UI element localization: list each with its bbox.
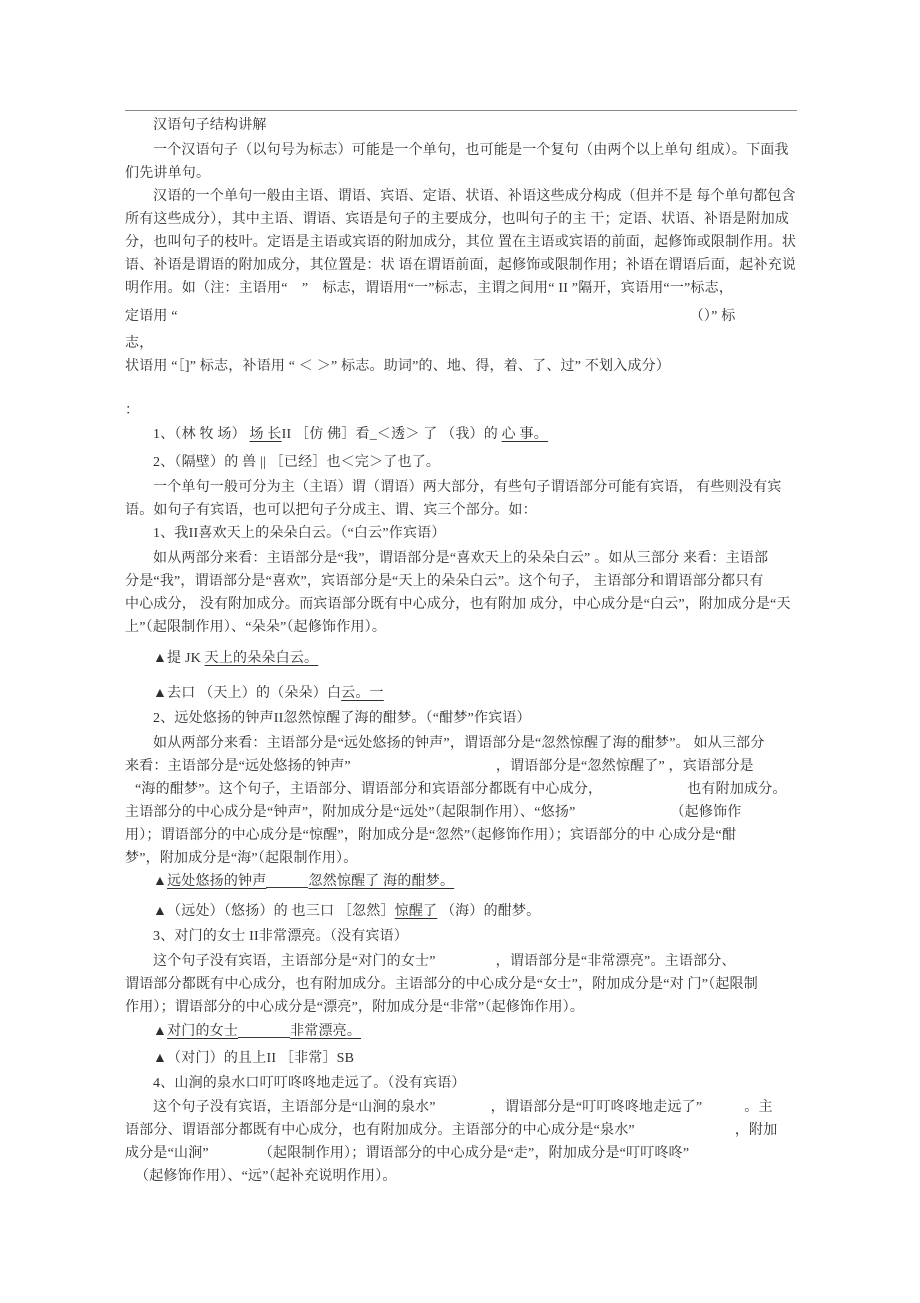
text-line: [125, 647, 797, 670]
text-line: [125, 847, 797, 870]
text-segment: 一个汉语句子（以句号为标志）可能是一个单句，也可能是一个复句（由两个以上单句 组成）。下面我: [153, 143, 789, 158]
text-line: [125, 870, 797, 893]
text-line: [125, 593, 797, 616]
underlined-segment: 对门的女士: [167, 1024, 239, 1039]
text-line: [125, 423, 797, 446]
underlined-segment: 场 长: [249, 427, 282, 442]
text-segment: （起限制作用）；谓语部分的中心成分是“走”，附加成分是“叮叮咚咚”: [258, 1146, 690, 1161]
document-title: [125, 114, 797, 137]
text-segment: 来看：主语部分是“远处悠扬的钟声”: [125, 759, 351, 774]
text-line: [125, 1020, 797, 1043]
text-segment: （起修饰作用）、“远”（起补充说明作用）。: [135, 1169, 397, 1184]
text-segment: 状语用 “［]” 标志，补语用 “ ＜ ＞” 标志。助词”的、地、得，着、了、过” 不划入成分）: [125, 359, 671, 374]
blank-gap: [575, 802, 670, 816]
blank-gap: [209, 1143, 259, 1157]
text-segment: 4、山涧的泉水口叮叮咚咚地走远了。（没有宾语）: [153, 1076, 466, 1091]
text-segment: 。主: [744, 1100, 773, 1115]
text-segment: （起修饰作: [670, 805, 742, 820]
text-line: [125, 231, 797, 254]
text-segment: 如从两部分来看：主语部分是“远处悠扬的钟声”，谓语部分是“忽然惊醒了海的酣梦”。 如从三部分: [153, 736, 765, 751]
text-segment: 语。如句子有宾语，也可以把句子分成主、谓、宾三个部分。如：: [125, 503, 537, 518]
text-segment: ，谓语部分是“忽然惊醒了” ，宾语部分是: [495, 759, 754, 774]
text-line: [125, 1119, 797, 1142]
text-line: [125, 254, 797, 277]
text-line: [125, 1047, 797, 1070]
text-line: [125, 616, 797, 639]
text-line: [125, 900, 797, 923]
underlined-segment: 远处悠扬的钟声: [167, 874, 267, 889]
text-line: [125, 1072, 797, 1095]
text-segment: 谓语部分都既有中心成分，也有附加成分。主语部分的中心成分是“女士”，附加成分是“对 门”（起限制: [125, 977, 758, 992]
text-segment: 1、我II喜欢天上的朵朵白云。（“白云”作宾语）: [153, 526, 446, 541]
text-segment: 上”（起限制作用）、“朵朵”（起修饰作用）。: [125, 620, 387, 635]
text-segment: （）” 标: [689, 309, 736, 324]
text-line: [125, 355, 797, 378]
text-segment: ▲（远处）（悠扬）的 也三口 ［忽然］: [153, 904, 395, 919]
text-line: [125, 950, 797, 973]
text-line: [125, 707, 797, 730]
underlined-segment: 非常漂亮。: [290, 1024, 362, 1039]
text-line: [125, 755, 797, 778]
text-segment: 中心成分， 没有附加成分。而宾语部分既有中心成分，也有附加 成分，中心成分是“白云”，附加成分是“天: [125, 597, 791, 612]
text-segment: 分，也叫句子的枝叶。定语是主语或宾语的附加成分，其位 置在主语或宾语的前面，起修饰或限制作用。状: [125, 235, 797, 250]
document-page: [125, 110, 797, 1188]
header-rule: [125, 110, 797, 111]
text-segment: 用）；谓语部分的中心成分是“惊醒”，附加成分是“忽然”（起修饰作用）；宾语部分的中 心成分是“酣: [125, 828, 737, 843]
text-segment: ▲去口 （天上）的（朵朵）白: [153, 686, 342, 701]
text-line: [125, 778, 797, 801]
blank-gap: [602, 779, 687, 793]
text-line: [125, 332, 797, 355]
text-line: [125, 451, 797, 474]
text-segment: ，附加: [734, 1123, 778, 1138]
blank-gap: [266, 873, 308, 888]
text-segment: 如从两部分来看：主语部分是“我”，谓语部分是“喜欢天上的朵朵白云” 。如从三部分 来看：主语部: [153, 551, 769, 566]
text-line: [125, 570, 797, 593]
text-line: [125, 973, 797, 996]
text-segment: ，谓语部分是“叮叮咚咚地走远了”: [490, 1100, 703, 1115]
text-line: [125, 925, 797, 948]
blank-gap: [635, 1120, 735, 1134]
text-line: [125, 996, 797, 1019]
text-segment: 成分是“山涧”: [125, 1146, 209, 1161]
text-segment: 明作用。如（注：主语用“ ” 标志，谓语用“一”标志，主谓之间用“ II ”隔开，宾语用“一”标志，: [125, 281, 734, 296]
text-segment: 2、（隔壁）的 兽 || ［已经］也＜完＞了也了。: [153, 455, 441, 470]
text-segment: 这个句子没有宾语，主语部分是“山涧的泉水”: [153, 1100, 436, 1115]
blank-gap: [351, 756, 496, 770]
text-segment: “海的酣梦”。这个句子，主语部分、谓语部分和宾语部分都既有中心成分，: [135, 782, 603, 797]
text-line: [125, 1142, 797, 1165]
text-segment: 主语部分的中心成分是“钟声”，附加成分是“远处”（起限制作用）、“悠扬”: [125, 805, 576, 820]
text-segment: 所有这些成分），其中主语、谓语、宾语是句子的主要成分，也叫句子的主 干；定语、状语、补语是附加成: [125, 212, 790, 227]
text-segment: 志，: [125, 336, 154, 351]
text-line: [125, 139, 797, 162]
text-line: [125, 824, 797, 847]
underlined-segment: 心 事。: [501, 427, 548, 442]
text-segment: ▲（对门）的且上II ［非常］SB: [153, 1051, 355, 1066]
text-segment: 分是“我”，谓语部分是“喜欢”，宾语部分是“天上的朵朵白云”。这个句子， 主语部分和谓语部分都只有: [125, 574, 764, 589]
text-segment: 这个句子没有宾语，主语部分是“对门的女士”: [153, 954, 436, 969]
text-segment: （海）的酣梦。: [437, 904, 541, 919]
text-line: [125, 801, 797, 824]
text-segment: 1、（林 牧 场）: [153, 427, 250, 442]
text-segment: 汉语句子结构讲解: [153, 118, 267, 133]
underlined-segment: 天上的朵朵白云。: [204, 651, 319, 666]
blank-gap: [702, 1097, 744, 1111]
text-line: [125, 399, 797, 422]
text-segment: 一个单句一般可分为主（主语）谓（谓语）两大部分，有些句子谓语部分可能有宾语， 有些则没有宾: [153, 480, 782, 495]
text-line: [125, 1165, 797, 1188]
text-line: [125, 185, 797, 208]
document-body: [125, 114, 797, 1188]
blank-gap: [238, 1023, 290, 1038]
text-line: [125, 305, 797, 328]
text-line: [125, 732, 797, 755]
text-segment: 定语用 “: [125, 309, 178, 324]
text-segment: 也有附加成分。: [687, 782, 787, 797]
text-segment: 语、补语是谓语的附加成分，其位置是：状 语在谓语前面，起修饰或限制作用；补语在谓语后面，起补充说: [125, 258, 797, 273]
underlined-segment: 惊醒了: [394, 904, 438, 919]
text-segment: ：: [125, 403, 140, 418]
text-line: [125, 208, 797, 231]
underlined-segment: 忽然惊醒了 海的酣梦。: [308, 874, 455, 889]
text-segment: II ［仿 佛］看_＜透＞ 了 （我）的: [281, 427, 502, 442]
text-segment: 汉语的一个单句一般由主语、谓语、宾语、定语、状语、补语这些成分构成（但并不是 每个单句都包含: [153, 189, 796, 204]
text-segment: ，谓语部分是“非常漂亮”。主语部分、: [495, 954, 736, 969]
blank-gap: [436, 1097, 491, 1111]
text-segment: ▲: [153, 874, 168, 889]
blank-gap: [436, 951, 496, 965]
text-segment: 们先讲单句。: [125, 166, 211, 181]
text-segment: ▲: [153, 1024, 168, 1039]
text-line: [125, 277, 797, 300]
text-segment: 语部分、谓语部分都既有中心成分，也有附加成分。主语部分的中心成分是“泉水”: [125, 1123, 635, 1138]
text-line: [125, 162, 797, 185]
text-line: [125, 682, 797, 705]
blank-gap: [178, 306, 690, 320]
text-segment: 3、对门的女士 II非常漂亮。（没有宾语）: [153, 929, 409, 944]
text-line: [125, 1096, 797, 1119]
text-line: [125, 476, 797, 499]
text-line: [125, 499, 797, 522]
text-segment: 作用）；谓语部分的中心成分是“漂亮”，附加成分是“非常”（起修饰作用）。: [125, 1000, 585, 1015]
text-line: [125, 547, 797, 570]
text-line: [125, 522, 797, 545]
text-segment: 梦”，附加成分是“海”（起限制作用）。: [125, 851, 358, 866]
underlined-segment: 云。一: [341, 686, 384, 701]
text-segment: 2、远处悠扬的钟声II忽然惊醒了海的酣梦。（“酣梦”作宾语）: [153, 711, 531, 726]
text-segment: ▲提 JK: [153, 651, 205, 666]
